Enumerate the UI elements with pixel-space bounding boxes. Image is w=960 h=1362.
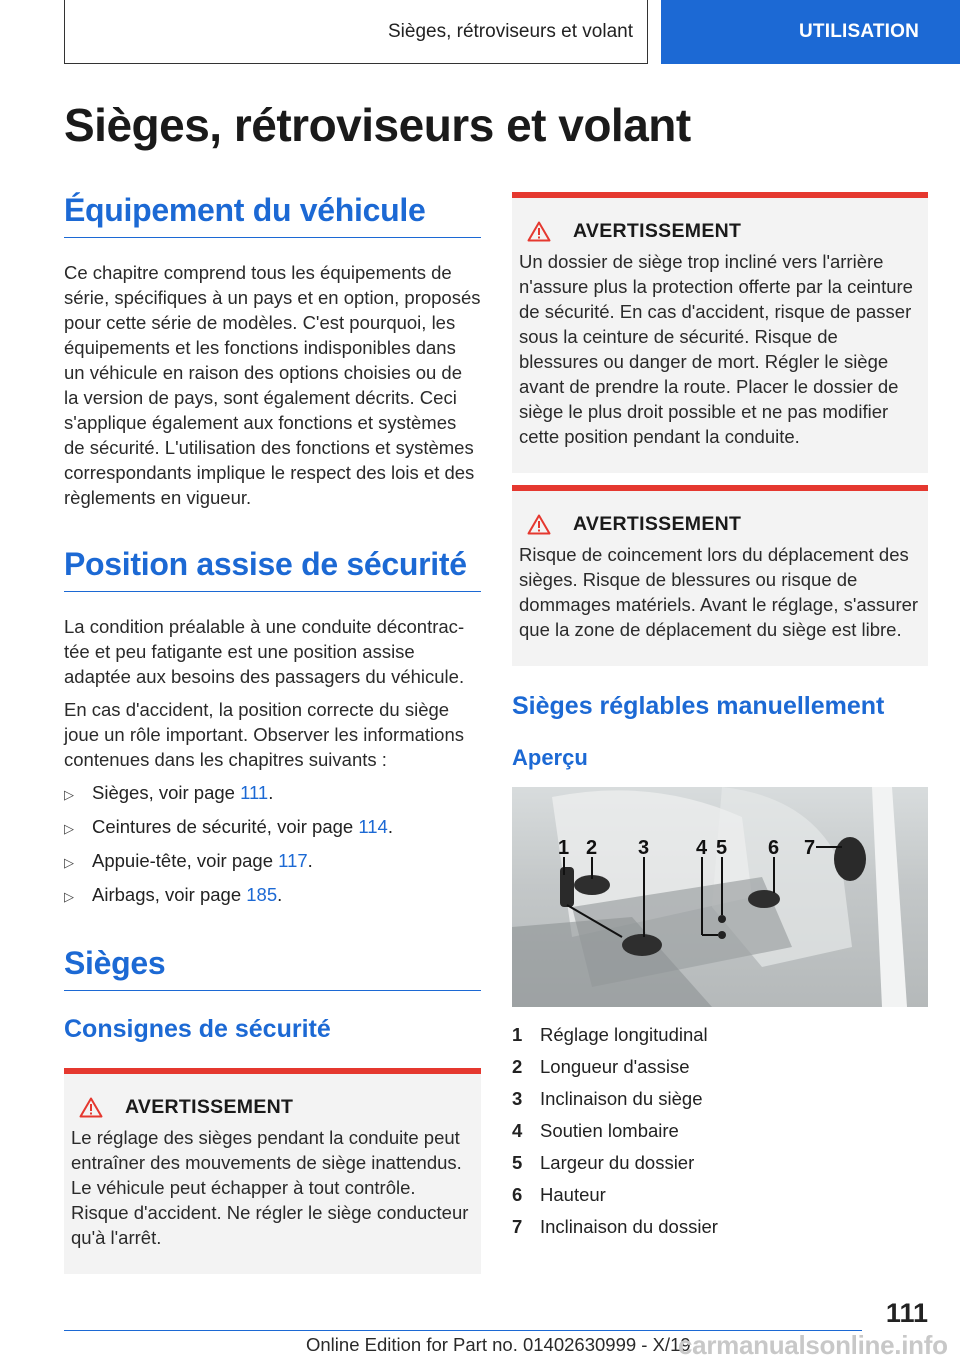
legend-label: Inclinaison du dossier — [540, 1216, 718, 1237]
section-header-label: UTILISATION — [799, 21, 920, 42]
seat-controls-photo — [512, 787, 928, 1007]
callout-3: 3 — [638, 837, 650, 859]
legend-number: 1 — [512, 1024, 523, 1045]
legend-label: Hauteur — [540, 1184, 606, 1205]
legend-item — [512, 1179, 928, 1211]
list-item — [64, 848, 481, 875]
callout-7: 7 — [804, 837, 816, 859]
legend-label: Largeur du dossier — [540, 1152, 695, 1173]
legend-label: Inclinaison du siège — [540, 1088, 703, 1109]
warning-box — [64, 1068, 481, 1274]
warning-body: Risque de coincement lors du déplacement des sièges. Risque de blessures ou risque de dommages matériels. Avant le réglage, s'assurer que la zone de déplacement du siège est libre. — [519, 544, 919, 640]
triangle-bullet-icon: ▷ — [64, 855, 74, 870]
seat-illustration — [512, 787, 928, 1007]
list-item — [64, 780, 481, 807]
left-column — [64, 192, 481, 1274]
chapter-header-label: Sièges, rétroviseurs et volant — [387, 20, 633, 42]
watermark: carmanualsonline.info — [678, 1330, 948, 1360]
legend-item — [512, 1019, 928, 1051]
equipment-body: Ce chapitre comprend tous les équipements de série, spécifiques à un pays et en option, proposés pour cette série de modèles. C'est pourquoi, les équipements et les fonctions indisponibles dans un véhicule en raison des options choisies ou de la version de pays, sont également décrits. Ceci s'applique également aux fonctions et systèmes de sécurité. L'utilisation des fonctions et systèmes correspondants implique le respect des lois et des règlements en vigueur. — [64, 262, 481, 508]
list-item-text: Ceintures de sécurité, voir page — [92, 816, 359, 837]
warning-title: AVERTISSEMENT — [573, 220, 742, 242]
warning-title: AVERTISSEMENT — [125, 1096, 294, 1118]
warning-box — [512, 192, 928, 473]
list-item-end: . — [268, 782, 274, 803]
chapter-reference-list — [64, 780, 481, 909]
legend-number: 3 — [512, 1088, 523, 1109]
warning-body: Le réglage des sièges pendant la conduite peut entraîner des mouvements de siège inattendus. Le véhicule peut échapper à tout contrôle. Risque d'accident. Ne régler le siège conducteur qu'à l'arrêt. — [71, 1127, 469, 1248]
legend-number: 6 — [512, 1184, 523, 1205]
page-link-seatbelts[interactable]: 114 — [358, 816, 388, 837]
legend-item — [512, 1083, 928, 1115]
page-number: 111 — [885, 1298, 928, 1328]
photo-legend — [512, 1019, 928, 1243]
legend-number: 7 — [512, 1216, 523, 1237]
list-item-text: Airbags, voir page — [92, 884, 247, 905]
warning-body: Un dossier de siège trop incliné vers l'arrière n'assure plus la protection offerte par la ceinture de sécurité. En cas d'accident, risque de passer sous la ceinture de sécurité. Risque de blessures ou danger de mort. Régler le siège avant de prendre la route. Placer le dossier de siège le plus droit possible et ne pas modifier cette position pendant la conduite. — [519, 251, 913, 447]
page-link-airbags[interactable]: 185 — [246, 884, 278, 905]
legend-item — [512, 1211, 928, 1243]
legend-item — [512, 1147, 928, 1179]
subsection-title-safety: Consignes de sécurité — [64, 1015, 331, 1043]
seating-paragraph-1: La condition préalable à une conduite décontractée et peu fatigante est une position assise adaptée aux besoins des passagers du véhicule. — [64, 616, 465, 687]
callout-2: 2 — [586, 837, 598, 859]
warning-header — [519, 220, 921, 243]
legend-label: Réglage longitudinal — [540, 1024, 708, 1045]
warning-box — [512, 485, 928, 666]
page-link-seats[interactable]: 111 — [240, 782, 269, 803]
seating-paragraph-2: En cas d'accident, la position correcte du siège joue un rôle important. Observer les informations contenues dans les chapitres suivants : — [64, 699, 464, 770]
triangle-bullet-icon: ▷ — [64, 787, 74, 802]
list-item-end: . — [277, 884, 283, 905]
overview-title: Aperçu — [512, 745, 588, 770]
list-item-end: . — [387, 816, 393, 837]
section-title-seating-position: Position assise de sécurité — [64, 546, 481, 592]
legend-label: Longueur d'assise — [540, 1056, 690, 1077]
legend-number: 4 — [512, 1120, 523, 1141]
section-title-equipment: Équipement du véhicule — [64, 192, 481, 238]
section-title-seats: Sièges — [64, 945, 481, 991]
callout-6: 6 — [768, 837, 780, 859]
callout-5: 5 — [716, 837, 728, 859]
page-title: Sièges, rétroviseurs et volant — [64, 99, 691, 151]
list-item-text: Sièges, voir page — [92, 782, 241, 803]
warning-triangle-icon — [527, 514, 551, 535]
callout-4: 4 — [696, 837, 708, 859]
legend-number: 2 — [512, 1056, 523, 1077]
footer-edition-text: Online Edition for Part no. 01402630999 - X/19 — [306, 1334, 691, 1355]
triangle-bullet-icon: ▷ — [64, 821, 74, 836]
right-column — [512, 192, 928, 1243]
section-header-tab — [661, 0, 960, 64]
triangle-bullet-icon: ▷ — [64, 889, 74, 904]
list-item — [64, 814, 481, 841]
legend-item — [512, 1051, 928, 1083]
warning-header — [519, 513, 921, 536]
warning-title: AVERTISSEMENT — [573, 513, 742, 535]
legend-item — [512, 1115, 928, 1147]
list-item — [64, 882, 481, 909]
warning-header — [71, 1096, 474, 1119]
legend-number: 5 — [512, 1152, 523, 1173]
subsection-title-manual-seats: Sièges réglables manuellement — [512, 692, 885, 720]
warning-triangle-icon — [79, 1097, 103, 1118]
chapter-header-tab — [64, 0, 648, 64]
warning-triangle-icon — [527, 221, 551, 242]
list-item-end: . — [307, 850, 313, 871]
list-item-text: Appuie-tête, voir page — [92, 850, 279, 871]
legend-label: Soutien lombaire — [540, 1120, 679, 1141]
page-link-headrests[interactable]: 117 — [278, 850, 308, 871]
callout-1: 1 — [558, 837, 570, 859]
